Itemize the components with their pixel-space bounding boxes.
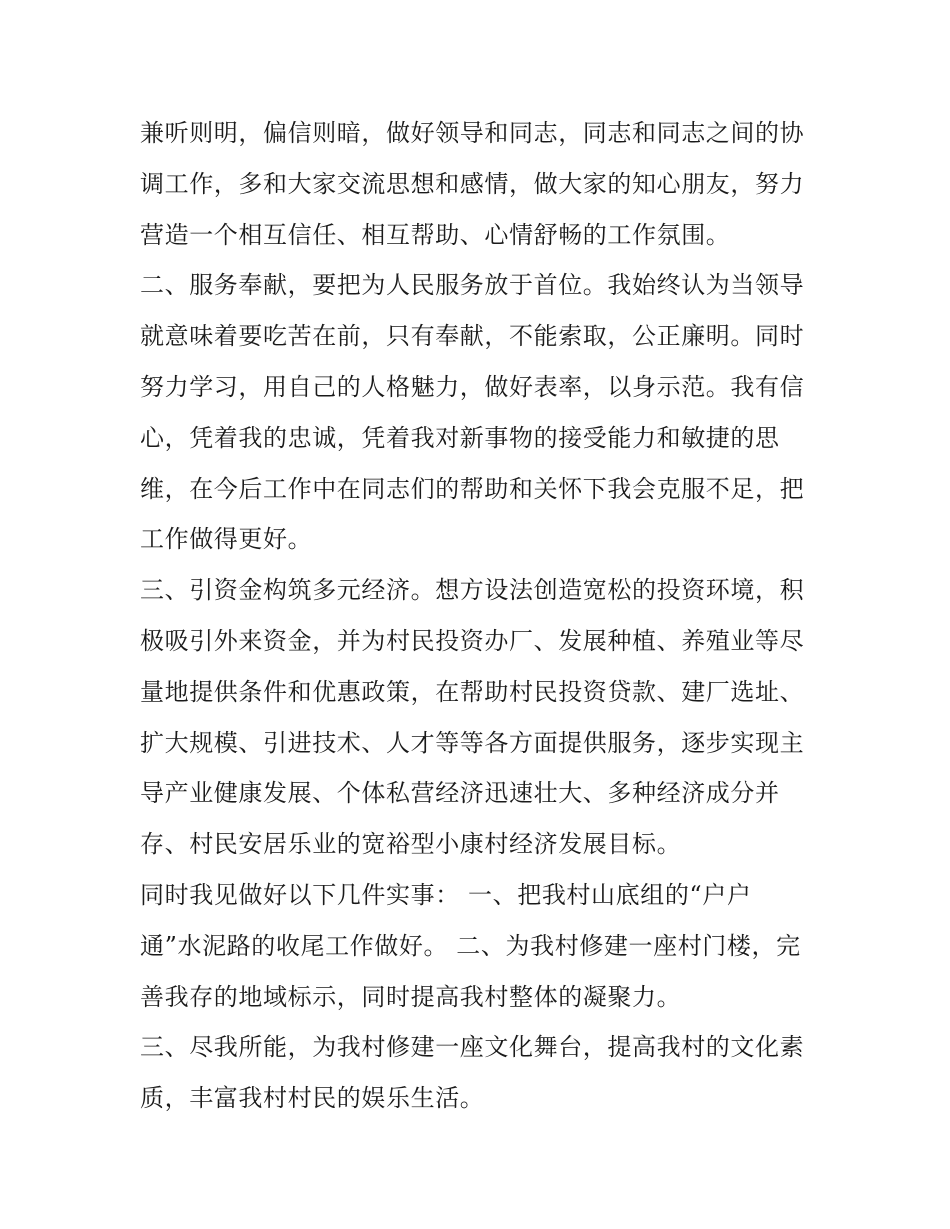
- text-line: 扩大规模、引进技术、人才等等各方面提供服务，逐步实现主: [140, 728, 805, 757]
- text-line: 同时我见做好以下几件实事： 一、把我村山底组的“户户: [140, 880, 752, 909]
- text-line: 心，凭着我的忠诚，凭着我对新事物的接受能力和敏捷的思: [140, 423, 780, 452]
- text-line: 二、服务奉献，要把为人民服务放于首位。我始终认为当领导: [140, 271, 805, 300]
- text-line: 工作做得更好。: [140, 525, 313, 554]
- text-line: 三、引资金构筑多元经济。想方设法创造宽松的投资环境，积: [140, 576, 805, 605]
- text-line: 营造一个相互信任、相互帮助、心情舒畅的工作氛围。: [140, 220, 731, 249]
- text-line: 量地提供条件和优惠政策，在帮助村民投资贷款、建厂选址、: [140, 677, 805, 706]
- text-line: 善我存的地域标示，同时提高我村整体的凝聚力。: [140, 982, 682, 1011]
- text-line: 通”水泥路的收尾工作做好。 二、为我村修建一座村门楼，完: [140, 931, 801, 960]
- text-line: 存、村民安居乐业的宽裕型小康村经济发展目标。: [140, 830, 682, 859]
- text-line: 导产业健康发展、个体私营经济迅速壮大、多种经济成分并: [140, 779, 780, 808]
- body-text: [140, 108, 820, 1124]
- text-line: 质，丰富我村村民的娱乐生活。: [140, 1084, 485, 1113]
- text-line: 调工作，多和大家交流思想和感情，做大家的知心朋友，努力: [140, 169, 805, 198]
- text-line: 极吸引外来资金，并为村民投资办厂、发展种植、养殖业等尽: [140, 626, 805, 655]
- text-line: 兼听则明，偏信则暗，做好领导和同志，同志和同志之间的协: [140, 119, 805, 147]
- text-line: 就意味着要吃苦在前，只有奉献，不能索取，公正廉明。同时: [140, 322, 805, 351]
- text-line: 努力学习，用自己的人格魅力，做好表率，以身示范。我有信: [140, 372, 805, 401]
- text-line: 维，在今后工作中在同志们的帮助和关怀下我会克服不足，把: [140, 474, 805, 503]
- text-line: 三、尽我所能，为我村修建一座文化舞台，提高我村的文化素: [140, 1033, 805, 1062]
